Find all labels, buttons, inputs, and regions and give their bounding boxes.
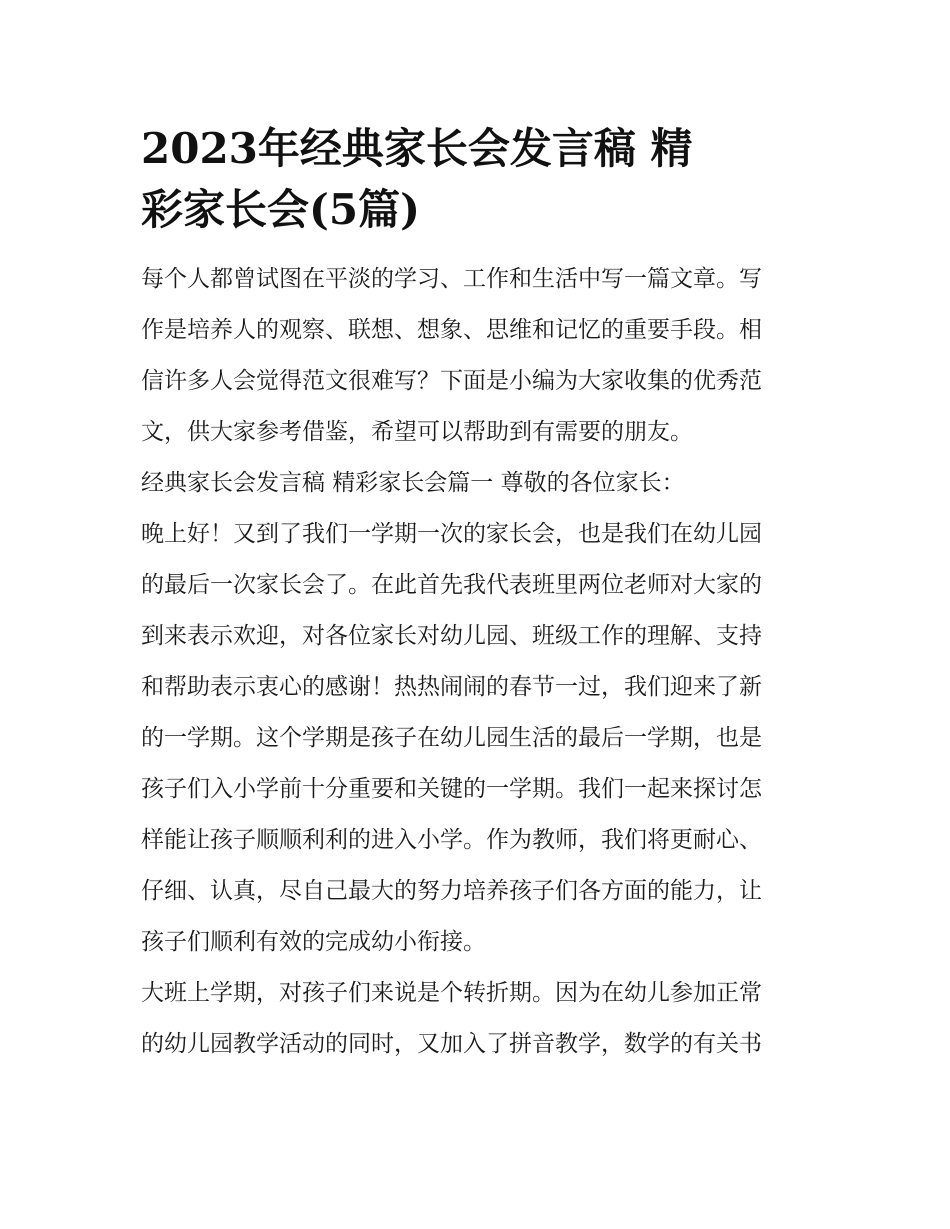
intro-paragraph: [141, 254, 811, 458]
paragraph-line: 晚上好！又到了我们一学期一次的家长会，也是我们在幼儿园: [141, 521, 762, 547]
paragraph-line: 的最后一次家长会了。在此首先我代表班里两位老师对大家的: [141, 572, 762, 598]
document-body: [141, 118, 811, 1070]
paragraph-line: 孩子们入小学前十分重要和关键的一学期。我们一起来探讨怎: [141, 776, 762, 802]
paragraph-line: 孩子们顺利有效的完成幼小衔接。: [141, 929, 486, 955]
section-heading-paragraph: [141, 458, 811, 509]
paragraph-line: 经典家长会发言稿 精彩家长会篇一 尊敬的各位家长：: [141, 470, 685, 496]
document-title: [141, 118, 811, 240]
paragraph-line: 大班上学期，对孩子们来说是个转折期。因为在幼儿参加正常: [141, 980, 762, 1006]
title-line: 2023年经典家长会发言稿 精: [141, 124, 693, 173]
paragraph-line: 到来表示欢迎，对各位家长对幼儿园、班级工作的理解、支持: [141, 623, 762, 649]
paragraph-line: 作是培养人的观察、联想、想象、思维和记忆的重要手段。相: [141, 317, 762, 343]
paragraph-line: 的幼儿园教学活动的同时，又加入了拼音教学，数学的有关书: [141, 1031, 762, 1057]
paragraph-line: 样能让孩子顺顺利利的进入小学。作为教师，我们将更耐心、: [141, 827, 762, 853]
semester-paragraph: [141, 968, 811, 1070]
title-line: 彩家长会(5篇): [141, 185, 420, 234]
paragraph-line: 和帮助表示衷心的感谢！热热闹闹的春节一过，我们迎来了新: [141, 674, 762, 700]
paragraph-line: 文，供大家参考借鉴，希望可以帮助到有需要的朋友。: [141, 419, 693, 445]
greeting-paragraph: [141, 509, 811, 968]
paragraph-line: 每个人都曾试图在平淡的学习、工作和生活中写一篇文章。写: [141, 266, 762, 292]
paragraph-line: 的一学期。这个学期是孩子在幼儿园生活的最后一学期，也是: [141, 725, 762, 751]
paragraph-line: 信许多人会觉得范文很难写？下面是小编为大家收集的优秀范: [141, 368, 762, 394]
paragraph-line: 仔细、认真，尽自己最大的努力培养孩子们各方面的能力，让: [141, 878, 762, 904]
